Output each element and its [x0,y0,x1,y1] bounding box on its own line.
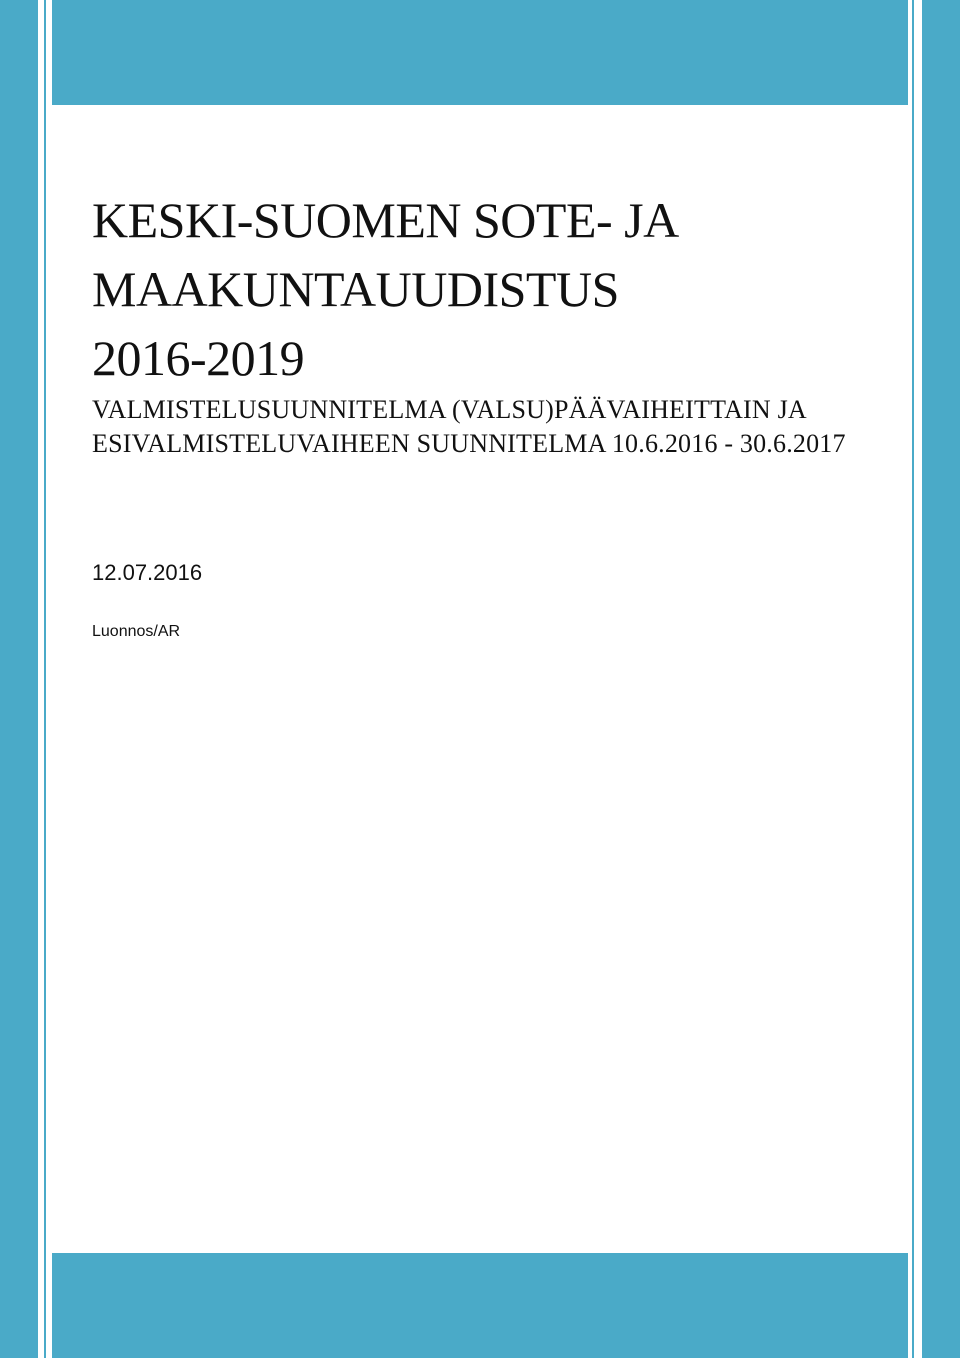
frame-left-strip [0,0,38,1358]
document-date: 12.07.2016 [92,560,203,585]
title-line: KESKI-SUOMEN SOTE- JA [92,192,679,248]
frame-bottom-line [52,1253,908,1254]
frame-top-line [52,104,908,105]
document-subtitle: VALMISTELUSUUNNITELMA (VALSU)PÄÄVAIHEITTAIN JA ESIVALMISTELUVAIHEEN SUUNNITELMA 10.6.2016 - 30.6.2017 [92,395,846,458]
title-line: 2016-2019 [92,330,305,386]
cover-content [92,186,892,461]
frame-left-line [44,0,46,1358]
document-title [92,186,892,393]
title-line: MAAKUNTAUUDISTUS [92,261,619,317]
document-status: Luonnos/AR [92,623,181,640]
frame-right-strip [922,0,960,1358]
frame-top-band [52,0,908,104]
frame-right-line [912,0,914,1358]
frame-bottom-band [52,1254,908,1358]
